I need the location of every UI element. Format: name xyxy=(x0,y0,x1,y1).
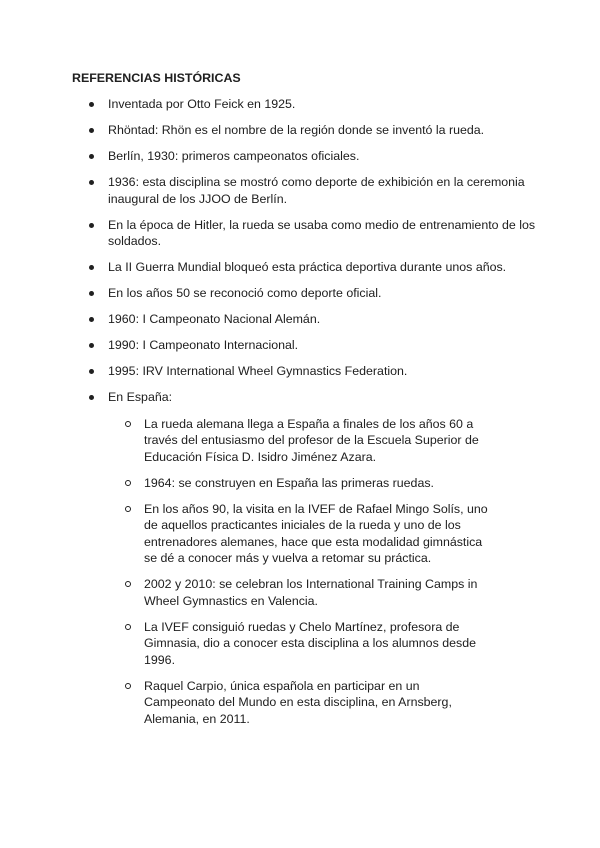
list-item-text: La II Guerra Mundial bloqueó esta práctica deportiva durante unos años. xyxy=(108,260,507,274)
sublist-item xyxy=(108,475,488,492)
list-item xyxy=(72,174,542,207)
sublist-item xyxy=(108,619,488,669)
list-item-text: 1936: esta disciplina se mostró como deporte de exhibición en la ceremonia inaugural de los JJOO de Berlín. xyxy=(108,175,525,206)
list-item xyxy=(72,259,542,276)
list-item-text: En la época de Hitler, la rueda se usaba como medio de entrenamiento de los soldados. xyxy=(108,217,536,248)
list-item-text: En los años 50 se reconoció como deporte oficial. xyxy=(108,286,382,300)
section-heading: REFERENCIAS HISTÓRICAS xyxy=(72,71,241,85)
history-list xyxy=(72,96,542,737)
list-item xyxy=(72,122,542,139)
list-item-spain xyxy=(72,389,542,727)
list-item-text: 1960: I Campeonato Nacional Alemán. xyxy=(108,312,321,326)
sublist-item-text: Raquel Carpio, única española en participar en un Campeonato del Mundo en esta disciplina, en Arnsberg, Alemania, en 2011. xyxy=(144,678,452,726)
sublist-item xyxy=(108,416,488,466)
sublist-item xyxy=(108,678,488,728)
sublist-item-text: 1964: se construyen en España las primeras ruedas. xyxy=(144,475,434,490)
list-item xyxy=(72,96,542,113)
list-item-text: 1995: IRV International Wheel Gymnastics Federation. xyxy=(108,364,408,378)
list-item xyxy=(72,311,542,328)
list-item xyxy=(72,148,542,165)
list-item xyxy=(72,285,542,302)
sublist-item xyxy=(108,501,488,567)
spain-sublist xyxy=(108,416,488,728)
sublist-item-text: En los años 90, la visita en la IVEF de Rafael Mingo Solís, uno de aquellos practicantes iniciales de la rueda y uno de los entrenadores alemanes, hace que esta modalidad gimnástica se dé a conocer más y vuelva a retomar su práctica. xyxy=(144,501,488,565)
sublist-item-text: 2002 y 2010: se celebran los International Training Camps in Wheel Gymnastics en Valencia. xyxy=(144,577,478,608)
list-item xyxy=(72,217,542,250)
list-item xyxy=(72,337,542,354)
sublist-item-text: La IVEF consiguió ruedas y Chelo Martínez, profesora de Gimnasia, dio a conocer esta disciplina a los alumnos desde 1996. xyxy=(144,619,476,667)
sublist-item xyxy=(108,576,488,609)
list-item xyxy=(72,363,542,380)
list-item-text: Rhöntad: Rhön es el nombre de la región donde se inventó la rueda. xyxy=(108,123,485,137)
sublist-item-text: La rueda alemana llega a España a finales de los años 60 a través del entusiasmo del profesor de la Escuela Superior de Educación Física D. Isidro Jiménez Azara. xyxy=(144,416,479,464)
list-item-text: 1990: I Campeonato Internacional. xyxy=(108,338,299,352)
list-item-text: En España: xyxy=(108,390,173,404)
list-item-text: Inventada por Otto Feick en 1925. xyxy=(108,97,296,111)
list-item-text: Berlín, 1930: primeros campeonatos oficiales. xyxy=(108,149,360,163)
